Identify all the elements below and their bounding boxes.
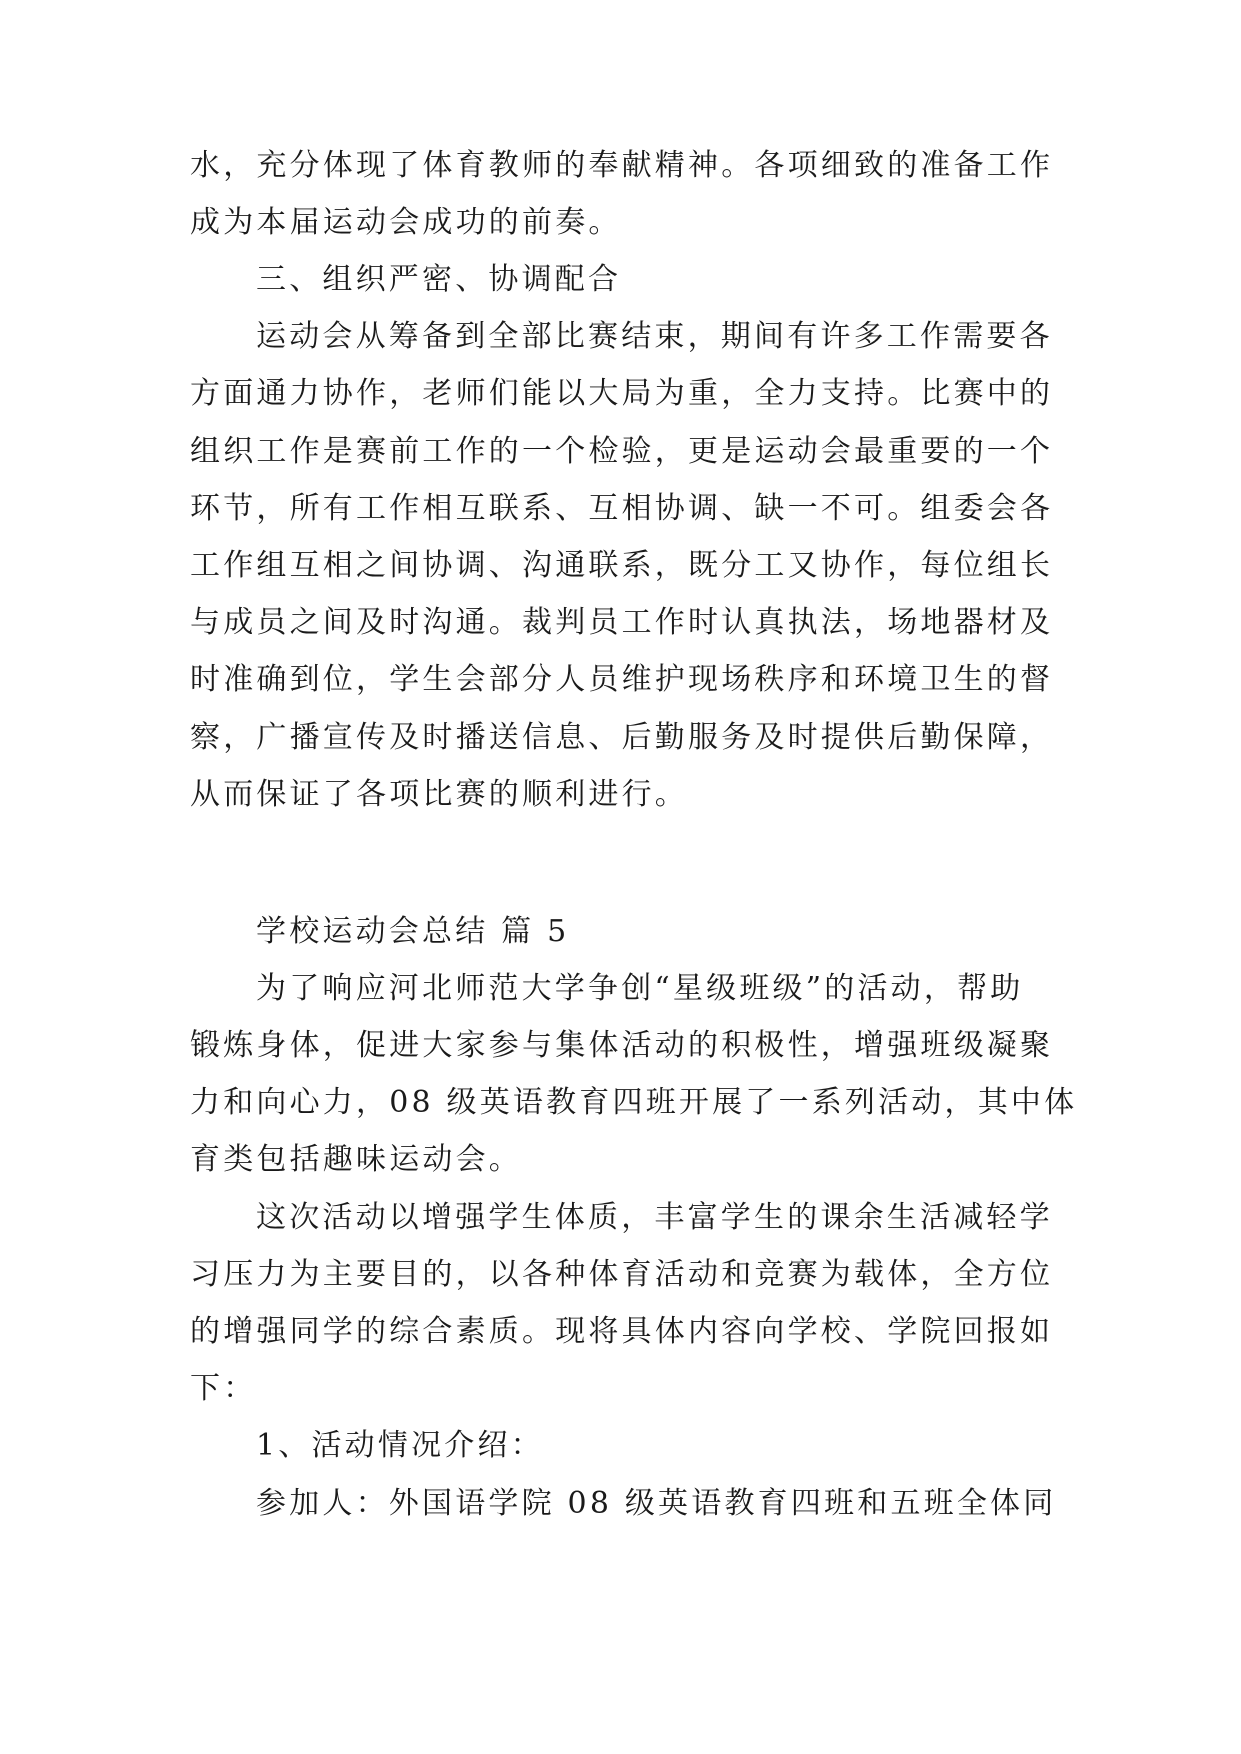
article-title: 学校运动会总结 篇 5 [256, 914, 570, 949]
text-line: 成为本届运动会成功的前奏。 [190, 205, 622, 240]
list-heading: 1、活动情况介绍： [256, 1428, 544, 1463]
text-line: 时准确到位，学生会部分人员维护现场秩序和环境卫生的督 [190, 662, 1054, 697]
text-line: 工作组互相之间协调、沟通联系，既分工又协作，每位组长 [190, 548, 1054, 583]
text-line: 水，充分体现了体育教师的奉献精神。各项细致的准备工作 [190, 148, 1054, 183]
text-line: 与成员之间及时沟通。裁判员工作时认真执法，场地器材及 [190, 605, 1054, 640]
text-line: 习压力为主要目的，以各种体育活动和竞赛为载体，全方位 [190, 1257, 1054, 1292]
text-line: 组织工作是赛前工作的一个检验，更是运动会最重要的一个 [190, 434, 1054, 469]
text-line: 方面通力协作，老师们能以大局为重，全力支持。比赛中的 [190, 376, 1054, 411]
text-line: 力和向心力，08 级英语教育四班开展了一系列活动，其中体 [190, 1085, 1078, 1120]
text-line: 的增强同学的综合素质。现将具体内容向学校、学院回报如 [190, 1314, 1054, 1349]
text-line: 下： [190, 1371, 257, 1406]
text-line: 察，广播宣传及时播送信息、后勤服务及时提供后勤保障， [190, 720, 1054, 755]
text-line: 从而保证了各项比赛的顺利进行。 [190, 777, 688, 812]
text-line: 参加人：外国语学院 08 级英语教育四班和五班全体同 [256, 1486, 1057, 1521]
text-line: 运动会从筹备到全部比赛结束，期间有许多工作需要各 [256, 319, 1053, 354]
text-line: 这次活动以增强学生体质，丰富学生的课余生活减轻学 [256, 1200, 1053, 1235]
text-line: 锻炼身体，促进大家参与集体活动的积极性，增强班级凝聚 [190, 1028, 1054, 1063]
section-heading: 三、组织严密、协调配合 [256, 262, 622, 297]
text-line: 为了响应河北师范大学争创“星级班级”的活动，帮助 [256, 971, 1024, 1006]
text-line: 环节，所有工作相互联系、互相协调、缺一不可。组委会各 [190, 491, 1054, 526]
text-line: 育类包括趣味运动会。 [190, 1142, 522, 1177]
